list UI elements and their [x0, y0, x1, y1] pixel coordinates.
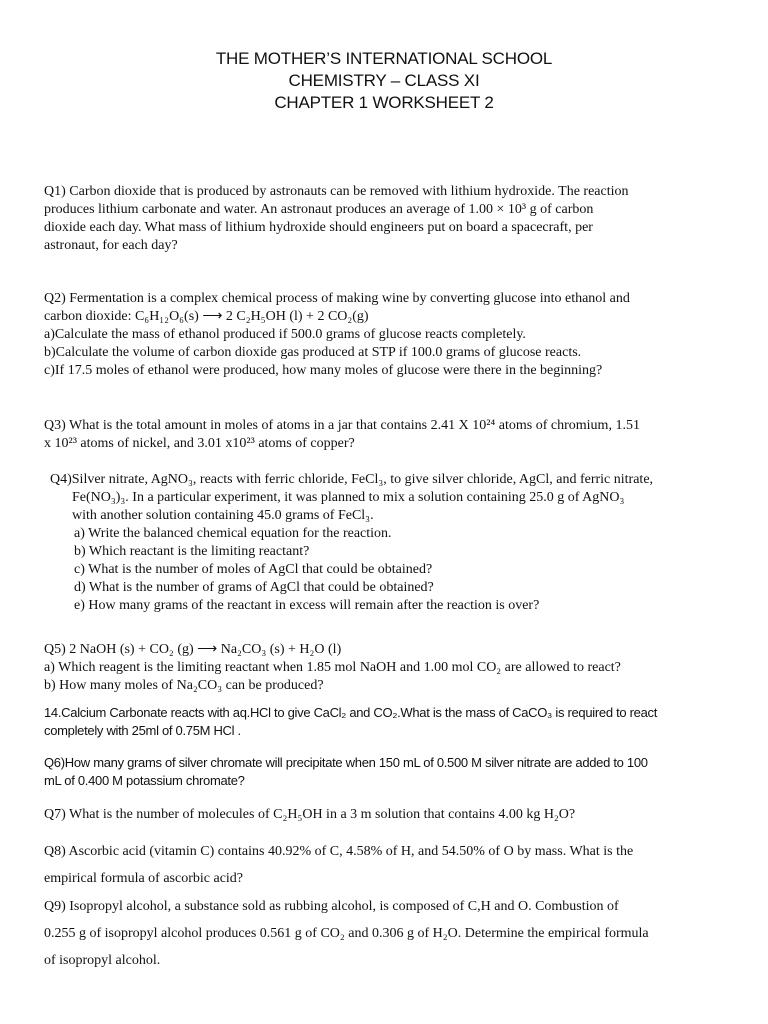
question-6 — [44, 754, 734, 790]
question-line: astronaut, for each day? — [44, 238, 178, 253]
worksheet-title: CHAPTER 1 WORKSHEET 2 — [274, 93, 494, 112]
question-line: Q3) What is the total amount in moles of atoms in a jar that contains 2.41 X 10²⁴ atoms of chromium, 1.51 — [44, 418, 640, 433]
question-line: Q6)How many grams of silver chromate will precipitate when 150 mL of 0.500 M silver nitrate are added to 100 — [44, 755, 648, 770]
question-line: of isopropyl alcohol. — [44, 953, 161, 968]
question-line: completely with 25ml of 0.75M HCl . — [44, 723, 241, 738]
question-part: c) What is the number of moles of AgCl that could be obtained? — [74, 562, 433, 577]
question-line: 14.Calcium Carbonate reacts with aq.HCl to give CaCl₂ and CO₂.What is the mass of CaCO₃ is required to react — [44, 705, 658, 720]
question-14 — [44, 704, 734, 740]
question-line: Q9) Isopropyl alcohol, a substance sold as rubbing alcohol, is composed of C,H and O. Combustion of — [44, 899, 619, 914]
question-5 — [44, 641, 734, 695]
question-1 — [44, 183, 734, 255]
question-line: empirical formula of ascorbic acid? — [44, 871, 244, 886]
question-2 — [44, 290, 734, 380]
question-line: with another solution containing 45.0 grams of FeCl₃. — [72, 508, 374, 523]
question-line: 0.255 g of isopropyl alcohol produces 0.561 g of CO₂ and 0.306 g of H₂O. Determine the empirical formula — [44, 926, 649, 941]
question-line: Q7) What is the number of molecules of C₂H₅OH in a 3 m solution that contains 4.00 kg H₂O? — [44, 807, 576, 822]
question-line: Q4)Silver nitrate, AgNO₃, reacts with ferric chloride, FeCl₃, to give silver chloride, AgCl, and ferric nitrate, — [50, 472, 654, 487]
question-part: a) Which reagent is the limiting reactant when 1.85 mol NaOH and 1.00 mol CO₂ are allowed to react? — [44, 660, 621, 675]
question-line: dioxide each day. What mass of lithium hydroxide should engineers put on board a spacecraft, per — [44, 220, 593, 235]
question-line: mL of 0.400 M potassium chromate? — [44, 773, 245, 788]
worksheet-header — [0, 48, 768, 114]
question-4-parts — [44, 525, 734, 615]
question-part: a)Calculate the mass of ethanol produced if 500.0 grams of glucose reacts completely. — [44, 327, 526, 342]
subject-line: CHEMISTRY – CLASS XI — [288, 71, 480, 90]
question-line: x 10²³ atoms of nickel, and 3.01 x10²³ atoms of copper? — [44, 436, 355, 451]
question-line: Q2) Fermentation is a complex chemical process of making wine by converting glucose into ethanol and — [44, 291, 630, 306]
question-9 — [44, 893, 734, 974]
question-part: b)Calculate the volume of carbon dioxide gas produced at STP if 100.0 grams of glucose reacts. — [44, 345, 582, 360]
question-part: d) What is the number of grams of AgCl that could be obtained? — [74, 580, 434, 595]
question-line: Fe(NO₃)₃. In a particular experiment, it was planned to mix a solution containing 25.0 g of AgNO₃ — [72, 490, 625, 505]
question-part: a) Write the balanced chemical equation for the reaction. — [74, 526, 392, 541]
question-3 — [44, 417, 734, 453]
question-4 — [44, 471, 734, 615]
question-line: Q8) Ascorbic acid (vitamin C) contains 40.92% of C, 4.58% of H, and 54.50% of O by mass. What is the — [44, 844, 634, 859]
question-7 — [44, 806, 734, 824]
question-part: b) Which reactant is the limiting reactant? — [74, 544, 310, 559]
question-8 — [44, 838, 734, 892]
school-name: THE MOTHER’S INTERNATIONAL SCHOOL — [215, 49, 553, 68]
question-part: b) How many moles of Na₂CO₃ can be produced? — [44, 678, 324, 693]
question-part: c)If 17.5 moles of ethanol were produced, how many moles of glucose were there in the beginning? — [44, 363, 603, 378]
question-line: carbon dioxide: C₆H₁₂O₆(s) ⟶ 2 C₂H₅OH (l) + 2 CO₂(g) — [44, 309, 369, 324]
question-line: Q1) Carbon dioxide that is produced by astronauts can be removed with lithium hydroxide. The reaction — [44, 184, 629, 199]
question-line: produces lithium carbonate and water. An astronaut produces an average of 1.00 × 10³ g of carbon — [44, 202, 594, 217]
question-line: Q5) 2 NaOH (s) + CO₂ (g) ⟶ Na₂CO₃ (s) + H₂O (l) — [44, 642, 342, 657]
question-part: e) How many grams of the reactant in excess will remain after the reaction is over? — [74, 598, 540, 613]
